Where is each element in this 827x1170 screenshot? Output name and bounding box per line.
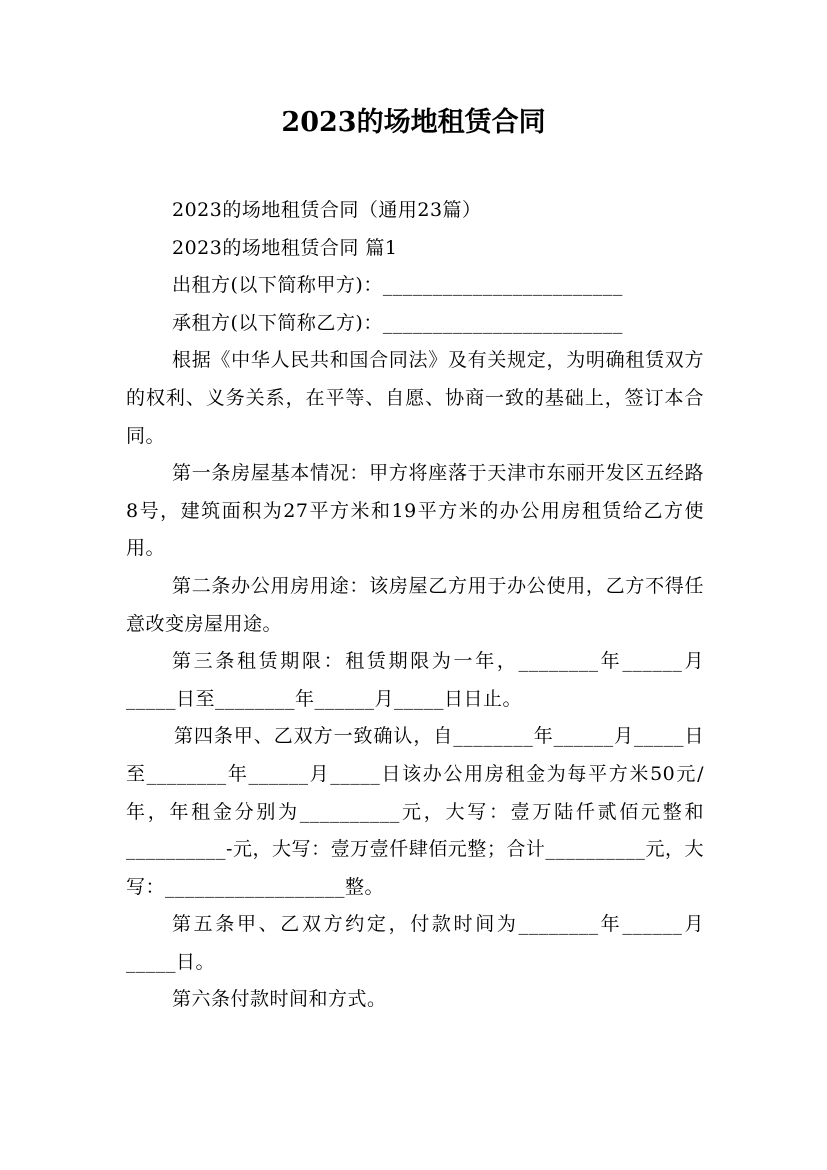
document-body — [126, 192, 704, 1019]
paragraph-article-5: 第五条甲、乙双方约定，付款时间为________年______月_____日。 — [126, 913, 704, 973]
paragraph-article-3: 第三条租赁期限：租赁期限为一年，________年______月_____日至________年______月_____日日止。 — [126, 650, 704, 710]
paragraph-article-6: 第六条付款时间和方式。 — [172, 988, 387, 1011]
section-heading: 2023的场地租赁合同 篇1 — [172, 236, 398, 259]
document-subtitle: 2023的场地租赁合同（通用23篇） — [172, 199, 482, 221]
lessor-line: 出租方(以下简称甲方)：________________________ — [172, 274, 623, 297]
document-title: 2023的场地租赁合同 — [281, 107, 546, 138]
paragraph-article-1: 第一条房屋基本情况：甲方将座落于天津市东丽开发区五经路8号，建筑面积为27平方米和19平方米的办公用房租赁给乙方使用。 — [126, 462, 704, 560]
paragraph-article-4: 第四条甲、乙双方一致确认，自________年______月_____日至________年______月_____日该办公用房租金为每平方米50元/年，年租金分别为__________元，大写：壹万陆仟贰佰元整和__________-元，大写：壹万壹仟肆佰元整；合计__________元，大写：__________________整。 — [126, 725, 704, 898]
paragraph-preamble: 根据《中华人民共和国合同法》及有关规定，为明确租赁双方的权利、义务关系，在平等、自愿、协商一致的基础上，签订本合同。 — [126, 349, 704, 447]
lessee-line: 承租方(以下简称乙方)：________________________ — [172, 311, 623, 334]
paragraph-article-2: 第二条办公用房用途：该房屋乙方用于办公使用，乙方不得任意改变房屋用途。 — [126, 574, 704, 635]
